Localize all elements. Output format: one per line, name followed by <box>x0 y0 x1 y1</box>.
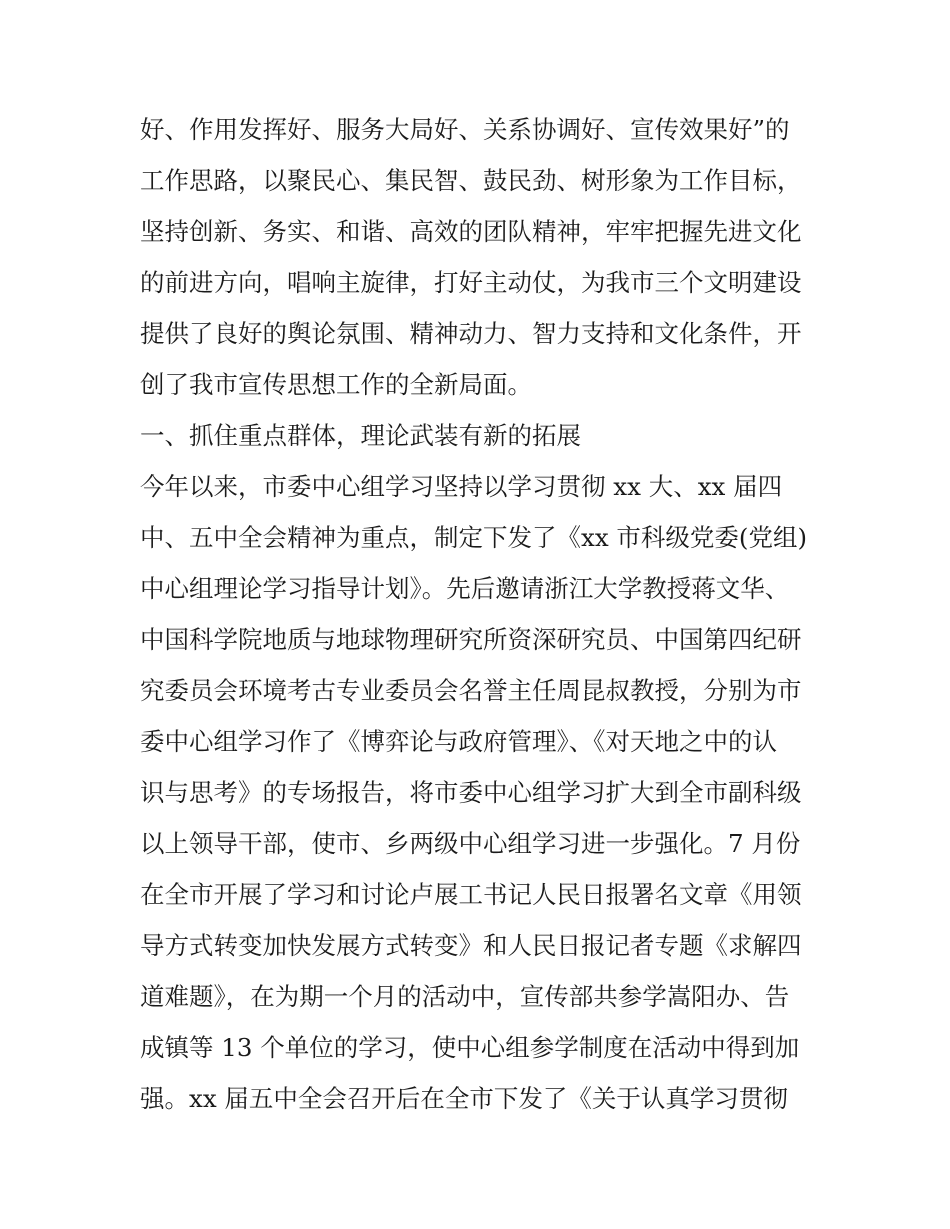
text-line: 中心组理论学习指导计划》。先后邀请浙江大学教授蒋文华、 <box>140 574 790 603</box>
text-line: 今年以来，市委中心组学习坚持以学习贯彻 xx 大、xx 届四 <box>140 472 783 501</box>
text-line: 导方式转变加快发展方式转变》和人民日报记者专题《求解四 <box>140 931 802 960</box>
document-body-text <box>140 104 840 1124</box>
text-line: 在全市开展了学习和讨论卢展工书记人民日报署名文章《用领 <box>140 880 802 909</box>
text-line: 中国科学院地质与地球物理研究所资深研究员、中国第四纪研 <box>140 625 802 654</box>
text-line: 委中心组学习作了《博弈论与政府管理》、《对天地之中的认 <box>140 727 777 756</box>
text-line: 创了我市宣传思想工作的全新局面。 <box>140 370 532 399</box>
text-line: 究委员会环境考古专业委员会名誉主任周昆叔教授，分别为市 <box>140 676 802 705</box>
section-heading: 一、抓住重点群体，理论武装有新的拓展 <box>140 421 581 450</box>
text-line: 成镇等 13 个单位的学习，使中心组参学制度在活动中得到加 <box>140 1033 800 1062</box>
text-line: 以上领导干部，使市、乡两级中心组学习进一步强化。7 月份 <box>140 829 801 858</box>
text-line: 工作思路，以聚民心、集民智、鼓民劲、树形象为工作目标， <box>140 166 802 195</box>
text-line: 道难题》，在为期一个月的活动中，宣传部共参学嵩阳办、告 <box>140 982 790 1011</box>
text-line: 坚持创新、务实、和谐、高效的团队精神，牢牢把握先进文化 <box>140 217 802 246</box>
text-line: 中、五中全会精神为重点，制定下发了《xx 市科级党委(党组) <box>140 523 808 552</box>
text-line: 提供了良好的舆论氛围、精神动力、智力支持和文化条件，开 <box>140 319 802 348</box>
text-line: 好、作用发挥好、服务大局好、关系协调好、宣传效果好”的 <box>140 115 790 144</box>
text-line: 强。xx 届五中全会召开后在全市下发了《关于认真学习贯彻 <box>140 1084 788 1113</box>
text-line: 识与思考》的专场报告，将市委中心组学习扩大到全市副科级 <box>140 778 802 807</box>
text-line: 的前进方向，唱响主旋律，打好主动仗，为我市三个文明建设 <box>140 268 802 297</box>
